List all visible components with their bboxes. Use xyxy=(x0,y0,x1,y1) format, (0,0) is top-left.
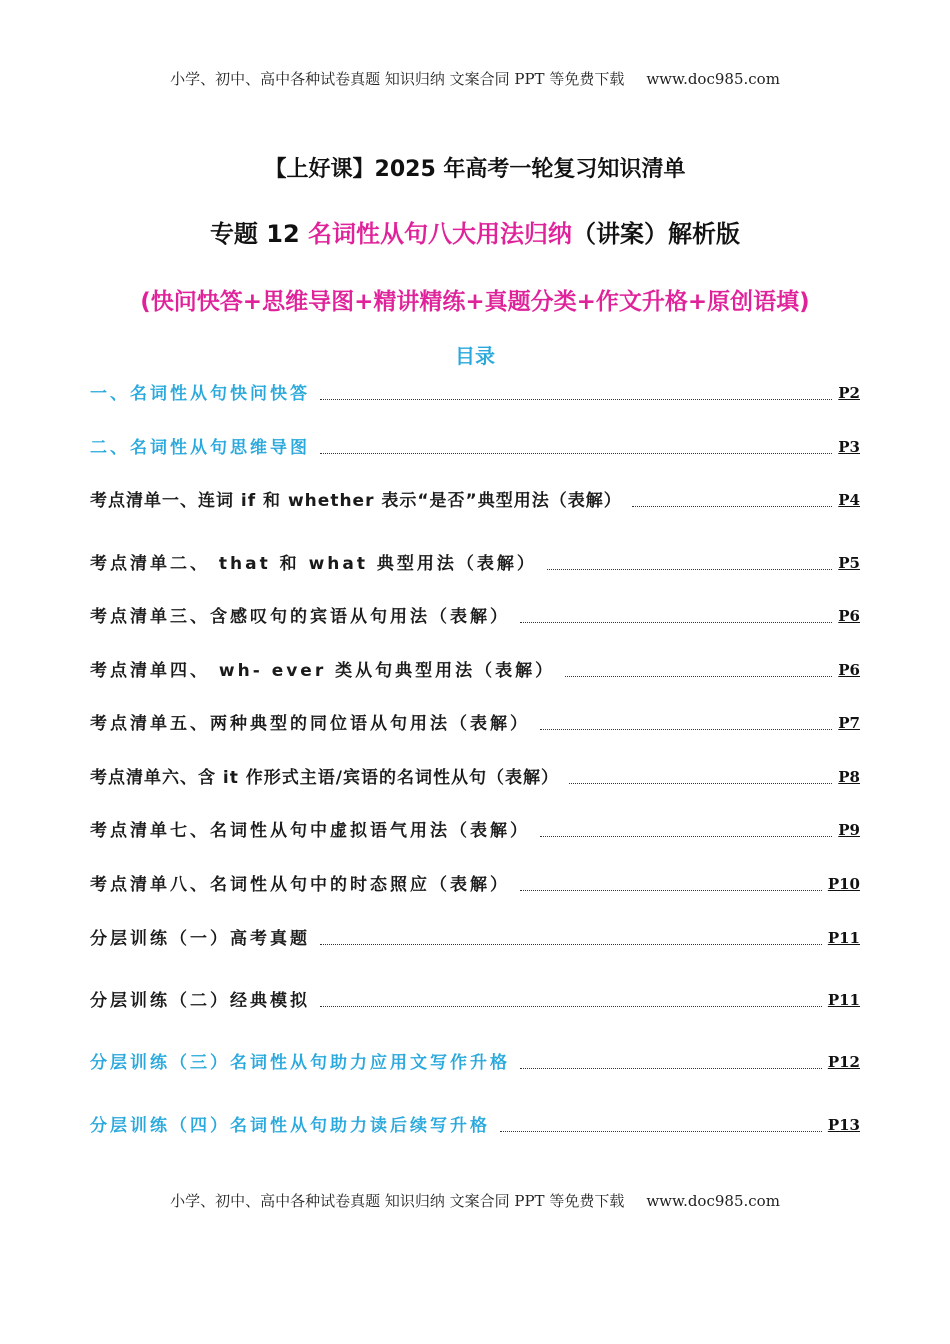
toc-leader xyxy=(632,505,833,507)
toc-item-page[interactable]: P4 xyxy=(838,491,860,509)
toc-item-page[interactable]: P8 xyxy=(838,768,860,786)
toc-item-label: 考点清单一、连词 if 和 whether 表示“是否”典型用法（表解） xyxy=(90,491,622,511)
toc-leader xyxy=(500,1130,822,1132)
topic-title xyxy=(0,214,950,249)
toc-leader xyxy=(320,452,832,454)
toc-item-label: 考点清单三、含感叹句的宾语从句用法（表解） xyxy=(90,607,510,627)
toc-heading: 目录 xyxy=(455,344,495,368)
toc-item-page[interactable]: P11 xyxy=(827,991,860,1009)
topic-title-suffix: （讲案）解析版 xyxy=(572,220,741,248)
toc-item-page[interactable]: P3 xyxy=(838,438,860,456)
toc-item-page[interactable]: P2 xyxy=(838,384,860,402)
toc-item[interactable] xyxy=(90,708,860,734)
toc-item[interactable] xyxy=(90,485,860,511)
toc-item[interactable] xyxy=(90,815,860,841)
toc-item[interactable] xyxy=(90,432,860,458)
toc-item-page[interactable]: P6 xyxy=(838,661,860,679)
toc-leader xyxy=(520,1067,822,1069)
subtitle-sections: (快问快答+思维导图+精讲精练+真题分类+作文升格+原创语填) xyxy=(140,289,810,315)
toc-item-page[interactable]: P7 xyxy=(838,714,860,732)
toc-item[interactable] xyxy=(90,869,860,895)
toc-leader xyxy=(520,889,822,891)
toc-item-page[interactable]: P5 xyxy=(838,554,860,572)
toc-item-label: 分层训练（四）名词性从句助力读后续写升格 xyxy=(90,1116,490,1136)
toc-leader xyxy=(565,675,832,677)
toc-item[interactable] xyxy=(90,655,860,681)
toc-item-label: 分层训练（一）高考真题 xyxy=(90,929,310,949)
footer-url[interactable]: www.doc985.com xyxy=(646,1192,780,1210)
toc-item-label: 考点清单八、名词性从句中的时态照应（表解） xyxy=(90,875,510,895)
document-title: 【上好课】2025 年高考一轮复习知识清单 xyxy=(264,157,686,182)
toc-item-label: 考点清单七、名词性从句中虚拟语气用法（表解） xyxy=(90,821,530,841)
toc-item-label: 二、名词性从句思维导图 xyxy=(90,438,310,458)
toc-item[interactable] xyxy=(90,985,860,1011)
toc-item-page[interactable]: P6 xyxy=(838,607,860,625)
page-footer xyxy=(0,1190,950,1211)
toc-item-label: 分层训练（二）经典模拟 xyxy=(90,991,310,1011)
toc-leader xyxy=(320,1005,822,1007)
toc-item[interactable] xyxy=(90,548,860,574)
toc-item-label: 考点清单四、 wh- ever 类从句典型用法（表解） xyxy=(90,661,556,681)
toc-item-page[interactable]: P10 xyxy=(827,875,860,893)
toc-item[interactable] xyxy=(90,923,860,949)
topic-title-highlight: 名词性从句八大用法归纳 xyxy=(308,220,573,248)
toc-item[interactable] xyxy=(90,1047,860,1073)
toc-item-label: 考点清单五、两种典型的同位语从句用法（表解） xyxy=(90,714,530,734)
toc-leader xyxy=(320,398,832,400)
header-text: 小学、初中、高中各种试卷真题 知识归纳 文案合同 PPT 等免费下载 xyxy=(170,70,625,88)
toc-leader xyxy=(540,835,832,837)
toc-leader xyxy=(569,782,832,784)
toc-item-page[interactable]: P13 xyxy=(827,1116,860,1134)
toc-item-label: 一、名词性从句快问快答 xyxy=(90,384,310,404)
page-header xyxy=(0,68,950,89)
footer-text: 小学、初中、高中各种试卷真题 知识归纳 文案合同 PPT 等免费下载 xyxy=(170,1192,625,1210)
header-url[interactable]: www.doc985.com xyxy=(646,70,780,88)
toc-leader xyxy=(320,943,822,945)
toc-item[interactable] xyxy=(90,601,860,627)
toc-item-page[interactable]: P11 xyxy=(827,929,860,947)
toc-item-label: 考点清单二、 that 和 what 典型用法（表解） xyxy=(90,554,537,574)
toc-item-label: 分层训练（三）名词性从句助力应用文写作升格 xyxy=(90,1053,510,1073)
topic-title-prefix: 专题 12 xyxy=(209,220,309,248)
toc-leader xyxy=(540,728,832,730)
toc-leader xyxy=(520,621,832,623)
toc-item[interactable] xyxy=(90,378,860,404)
toc-item-page[interactable]: P9 xyxy=(838,821,860,839)
toc-item[interactable] xyxy=(90,1110,860,1136)
toc-item-label: 考点清单六、含 it 作形式主语/宾语的名词性从句（表解） xyxy=(90,768,559,788)
toc-item[interactable] xyxy=(90,762,860,788)
toc-leader xyxy=(547,568,832,570)
toc-item-page[interactable]: P12 xyxy=(827,1053,860,1071)
